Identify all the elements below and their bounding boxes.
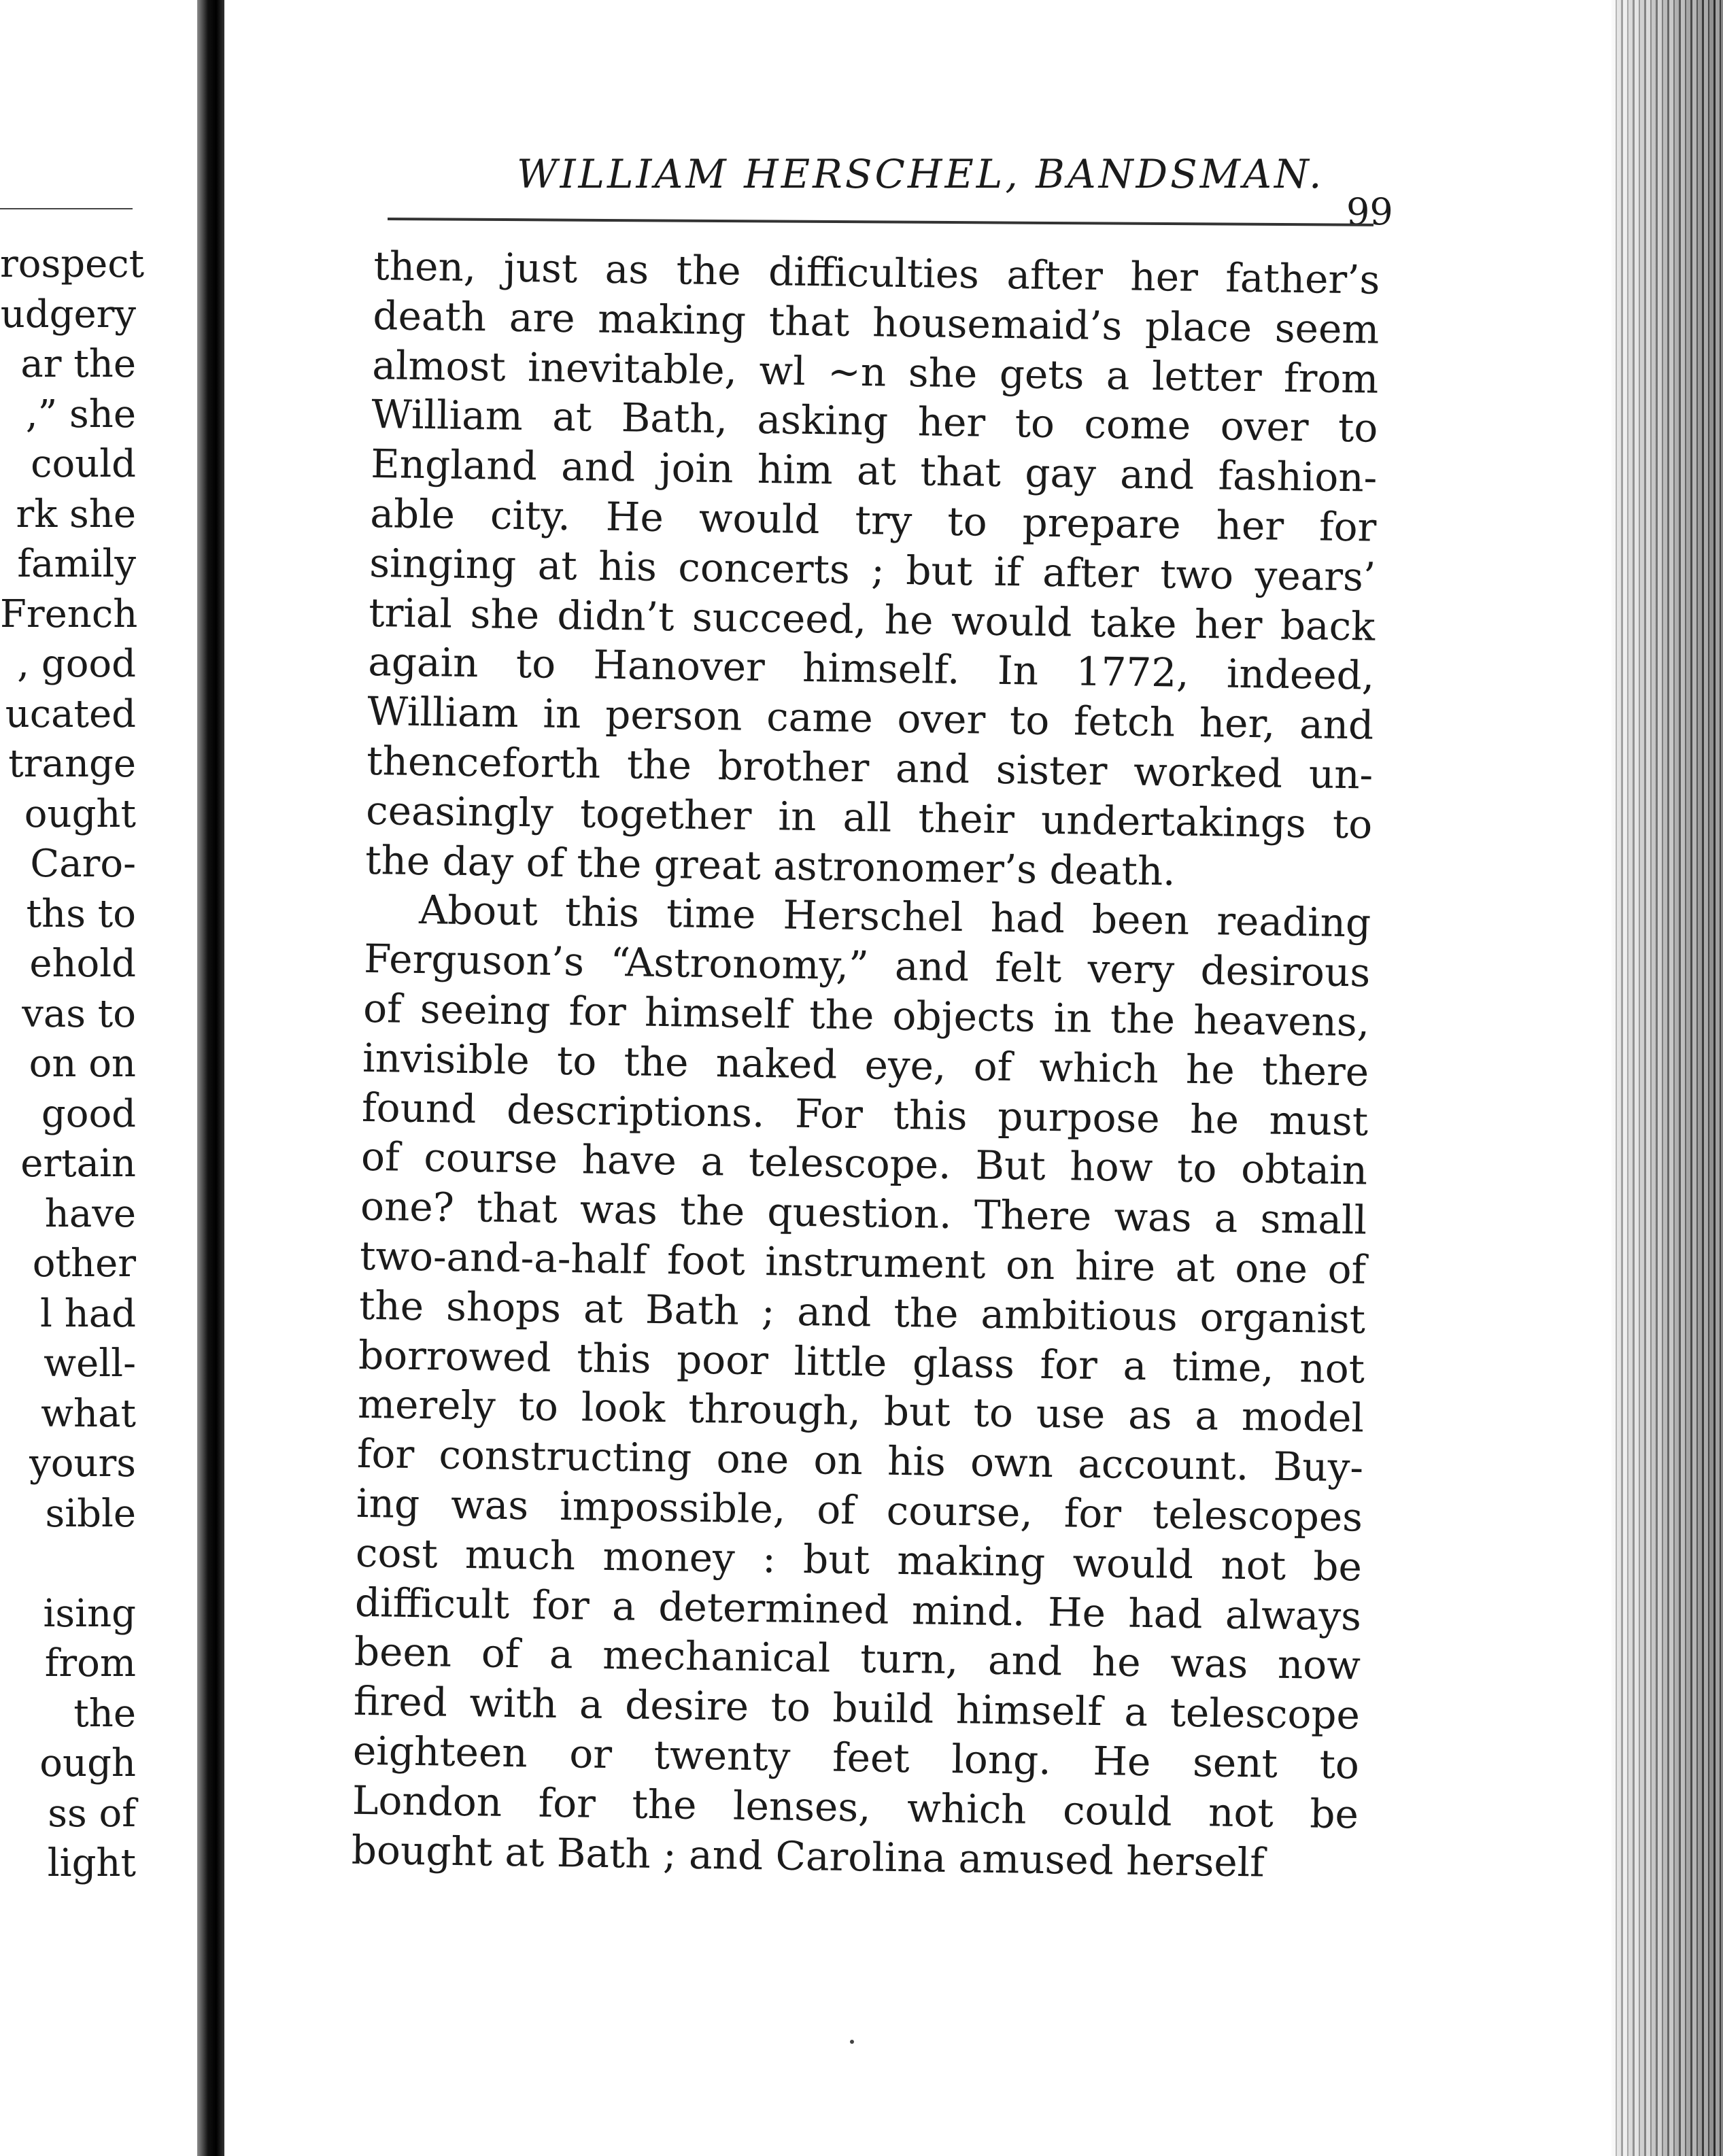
left-page-line: the: [73, 1691, 136, 1736]
left-page-line: light: [47, 1841, 136, 1885]
left-page-line: ehold: [29, 942, 136, 986]
left-page-line: [0, 1539, 136, 1589]
running-head: WILLIAM HERSCHEL, BANDSMAN.: [517, 151, 1325, 197]
text-line: singing at his concerts ; but if after two years’: [369, 539, 1376, 600]
header-rule: [388, 218, 1374, 226]
left-page-line: ought: [24, 791, 136, 836]
text-line: almost inevitable, wl ~n she gets a letter from: [371, 341, 1379, 403]
left-page-line: ss of: [48, 1791, 136, 1836]
text-line: again to Hanover himself. In 1772, indeed,: [367, 638, 1375, 699]
text-line: been of a mechanical turn, and he was now: [354, 1628, 1361, 1689]
text-line: About this time Herschel had been reading: [418, 887, 1371, 946]
left-page-line: have: [44, 1191, 136, 1236]
left-page-line: rospect: [0, 242, 145, 286]
left-page-line: udgery: [0, 292, 136, 337]
book-gutter: [197, 0, 224, 2156]
body-text: [351, 241, 1380, 1889]
left-page-line: ar the: [20, 342, 136, 386]
text-line: merely to look through, but to use as a model: [357, 1381, 1365, 1441]
left-facing-page: [0, 0, 204, 2156]
left-page-line: ough: [39, 1741, 136, 1785]
text-line: then, just as the difficulties after her father’s: [373, 242, 1380, 303]
text-line: ing was impossible, of course, for telescopes: [356, 1479, 1363, 1541]
left-page-line: l had: [39, 1291, 136, 1336]
text-line: invisible to the naked eye, of which he there: [362, 1034, 1369, 1095]
left-page-line: yours: [29, 1441, 136, 1486]
left-page-line: ucated: [5, 691, 136, 736]
text-line: cost much money : but making would not be: [355, 1529, 1363, 1590]
left-page-line: what: [41, 1391, 136, 1436]
text-line: difficult for a determined mind. He had always: [354, 1579, 1362, 1639]
left-page-line: ,” she: [25, 392, 136, 437]
text-line: William in person came over to fetch her, and: [366, 688, 1374, 749]
text-line: thenceforth the brother and sister worked un-: [366, 737, 1374, 798]
text-line: London for the lenses, which could not be: [352, 1777, 1359, 1838]
left-page-line: trange: [8, 742, 136, 786]
text-line: Ferguson’s “Astronomy,” and felt very desirous: [363, 936, 1371, 996]
left-page-line: family: [17, 542, 136, 586]
text-line: fired with a desire to build himself a telescope: [353, 1677, 1361, 1739]
left-page-line: French: [0, 592, 138, 636]
left-page-line: ising: [43, 1591, 136, 1636]
left-page-text: [0, 239, 145, 1889]
page-edges-shade: [1611, 0, 1723, 2156]
text-line: ceasingly together in all their undertakings to: [365, 787, 1373, 848]
left-page-line: Caro-: [30, 842, 136, 886]
text-line: eighteen or twenty feet long. He sent to: [352, 1727, 1360, 1788]
text-line: of course have a telescope. But how to obtain: [360, 1133, 1368, 1194]
text-line: for constructing one on his own account. Buy-: [356, 1430, 1364, 1491]
left-page-line: on on: [29, 1042, 136, 1086]
left-page-line: rk she: [16, 492, 136, 536]
text-line: trial she didn’t succeed, he would take her back: [368, 589, 1376, 650]
text-line: one? that was the question. There was a small: [360, 1183, 1367, 1244]
left-page-rule: [0, 208, 133, 209]
page-number: 99: [1346, 190, 1393, 233]
left-page-line: other: [32, 1242, 136, 1286]
left-page-line: could: [31, 442, 136, 486]
left-page-line: vas to: [22, 991, 136, 1036]
text-line: found descriptions. For this purpose he must: [361, 1084, 1369, 1145]
left-page-line: ths to: [26, 891, 136, 936]
text-line: death are making that housemaid’s place seem: [373, 292, 1380, 353]
left-page-line: , good: [17, 642, 136, 686]
text-line: borrowed this poor little glass for a time, not: [358, 1331, 1365, 1392]
left-page-line: from: [44, 1641, 136, 1686]
text-line: able city. He would try to prepare her for: [369, 490, 1377, 551]
print-speck: [850, 2040, 854, 2044]
text-line: the day of the great astronomer’s death.: [364, 836, 1176, 895]
text-line: William at Bath, asking her to come over to: [371, 391, 1378, 452]
left-page-line: good: [41, 1091, 136, 1136]
text-line: bought at Bath ; and Carolina amused herself: [351, 1826, 1265, 1886]
text-line: of seeing for himself the objects in the heavens,: [362, 985, 1370, 1046]
text-line: England and join him at that gay and fashion-: [370, 441, 1378, 501]
text-line: the shops at Bath ; and the ambitious organist: [358, 1282, 1366, 1343]
left-page-line: sible: [45, 1491, 136, 1536]
main-page: [224, 0, 1611, 2156]
left-page-line: well-: [44, 1341, 136, 1386]
text-line: two-and-a-half foot instrument on hire at one of: [359, 1232, 1367, 1293]
left-page-line: ertain: [20, 1142, 136, 1186]
